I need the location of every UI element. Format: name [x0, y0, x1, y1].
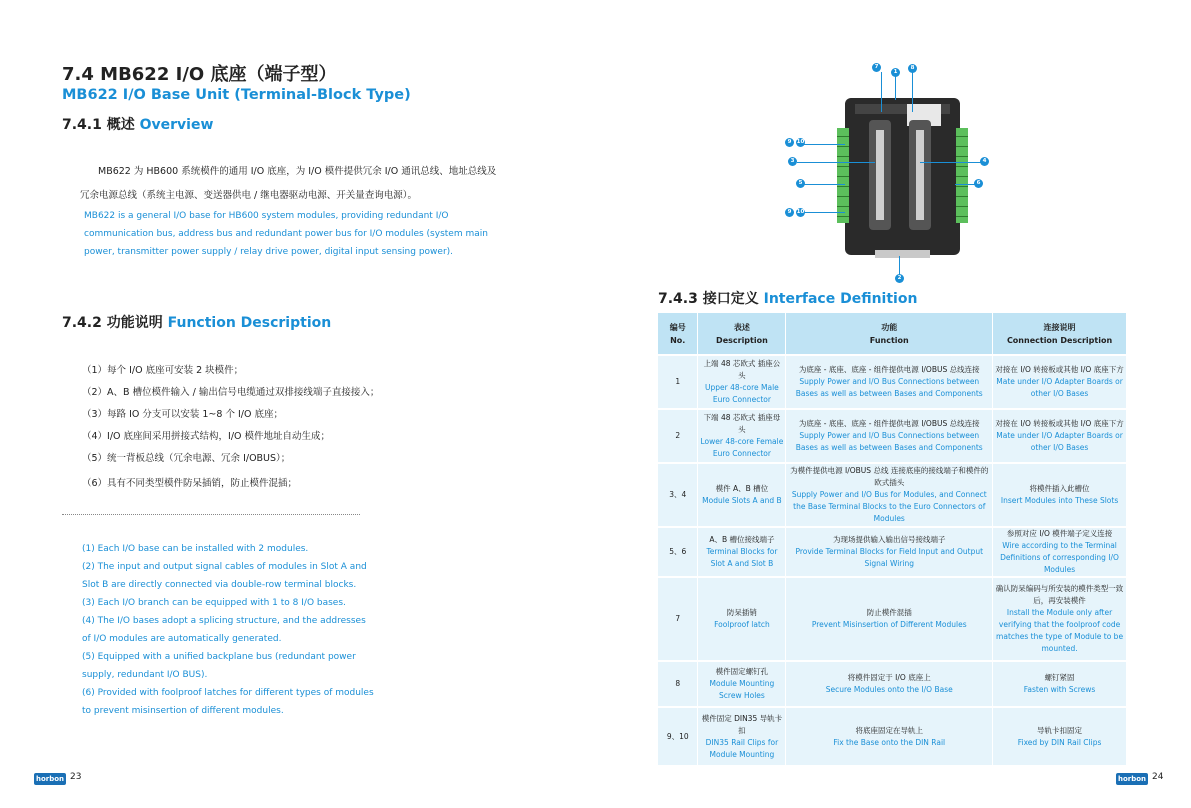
function-item-en: (5) Equipped with a unified backplane bus (redundant power [82, 652, 356, 662]
function-heading-en: Function Description [167, 315, 332, 331]
device-bottom-connector [875, 250, 930, 258]
interface-heading-en: Interface Definition [763, 291, 918, 307]
overview-en-line: communication bus, address bus and redundant power bus for I/O modules (system main [84, 229, 488, 239]
header-connection: 连接说明 Connection Description [993, 313, 1127, 355]
dotted-divider [62, 514, 360, 515]
overview-en-line: power, transmitter power supply / relay drive power, digital input sensing power). [84, 247, 454, 257]
function-item-en: (2) The input and output signal cables of modules in Slot A and [82, 562, 367, 572]
page-number: 23 [70, 772, 82, 782]
callout-9-bottom: 9 [785, 208, 794, 217]
terminal-block-a [837, 128, 849, 223]
overview-en-line: MB622 is a general I/O base for HB600 system modules, providing redundant I/O [84, 211, 449, 221]
function-item-en: (4) The I/O bases adopt a splicing structure, and the addresses [82, 616, 366, 626]
cell-no: 3、4 [658, 463, 698, 527]
cell-no: 1 [658, 355, 698, 409]
callout-8: 8 [908, 64, 917, 73]
function-item-en: (6) Provided with foolproof latches for different types of modules [82, 688, 374, 698]
cell-connection: 螺钉紧固 Fasten with Screws [993, 661, 1127, 707]
function-item-cn: （5）统一背板总线（冗余电源、冗余 I/OBUS）； [82, 453, 291, 464]
function-item-en: of I/O modules are automatically generated. [82, 634, 282, 644]
cell-connection: 确认防呆编码与所安装的模件类型一致后，再安装模件 Install the Module only after verifying that the foolproof code matches the type of Module to be mounted. [993, 577, 1127, 661]
cell-no: 7 [658, 577, 698, 661]
cell-function: 为底座 - 底座、底座 - 组件提供电源 I/OBUS 总线连接 Supply Power and I/O Bus Connections between Bases as well as between Bases and Components [786, 409, 993, 463]
function-item-cn: （2）A、B 槽位模件输入 / 输出信号电缆通过双排接线端子直接接入； [82, 387, 380, 398]
module-slot-b [909, 120, 931, 230]
table-header-row [658, 313, 1127, 355]
callout-7: 7 [872, 63, 881, 72]
table-row [658, 707, 1127, 765]
callout-6: 6 [974, 179, 983, 188]
cell-connection: 对接在 I/O 转接板或其他 I/O 底座下方 Mate under I/O Adapter Boards or other I/O Bases [993, 409, 1127, 463]
cell-description: 模件固定 DIN35 导轨卡扣 DIN35 Rail Clips for Module Mounting [698, 707, 786, 765]
cell-function: 防止模件混插 Prevent Misinsertion of Different Modules [786, 577, 993, 661]
function-item-en: (3) Each I/O branch can be equipped with 1 to 8 I/O bases. [82, 598, 346, 608]
interface-heading-cn: 7.4.3 接口定义 [658, 291, 759, 307]
header-function: 功能 Function [786, 313, 993, 355]
overview-heading-cn: 7.4.1 概述 [62, 117, 135, 133]
callout-1: 1 [891, 68, 900, 77]
cell-no: 9、10 [658, 707, 698, 765]
header-no: 编号 No. [658, 313, 698, 355]
terminal-block-b [956, 128, 968, 223]
function-heading-cn: 7.4.2 功能说明 [62, 315, 163, 331]
cell-description: A、B 槽位接线端子 Terminal Blocks for Slot A and Slot B [698, 527, 786, 577]
function-item-cn: （6）具有不同类型模件防呆插销，防止模件混插； [82, 478, 298, 489]
section-title-cn: 7.4 MB622 I/O 底座（端子型） [62, 64, 337, 85]
table-row [658, 355, 1127, 409]
horbon-logo-right: horbon [1117, 775, 1147, 783]
cell-function: 为模件提供电源 I/OBUS 总线 连接底座的接线端子和模件的欧式插头 Supply Power and I/O Bus for Modules, and Connect the Base Terminal Blocks to the Euro Connectors of Modules [786, 463, 993, 527]
page-number-right: 24 [1152, 772, 1164, 782]
function-item-en: supply, redundant I/O BUS). [82, 670, 208, 680]
callout-10-bottom: 10 [796, 209, 805, 215]
callout-5: 5 [796, 179, 805, 188]
table-row [658, 577, 1127, 661]
function-item-en: to prevent misinsertion of different modules. [82, 706, 284, 716]
function-heading [62, 312, 331, 332]
callout-10-top: 10 [796, 139, 805, 145]
cell-description: 上端 48 芯欧式 插座公头 Upper 48-core Male Euro Connector [698, 355, 786, 409]
module-slot-a [869, 120, 891, 230]
cell-connection: 参照对应 I/O 模件端子定义连接 Wire according to the Terminal Definitions of corresponding I/O Modules [993, 527, 1127, 577]
table-row [658, 661, 1127, 707]
table-row [658, 463, 1127, 527]
cell-connection: 将模件插入此槽位 Insert Modules into These Slots [993, 463, 1127, 527]
callout-4: 4 [980, 157, 989, 166]
function-item-en: Slot B are directly connected via double-row terminal blocks. [82, 580, 357, 590]
cell-no: 2 [658, 409, 698, 463]
section-title-en: MB622 I/O Base Unit (Terminal-Block Type) [62, 87, 411, 103]
overview-cn-line2: 冗余电源总线（系统主电源、变送器供电 / 继电器驱动电源、开关量查询电源）。 [80, 190, 417, 201]
cell-description: 模件 A、B 槽位 Module Slots A and B [698, 463, 786, 527]
cell-no: 8 [658, 661, 698, 707]
callout-3: 3 [788, 157, 797, 166]
horbon-logo: horbon [35, 775, 65, 783]
cell-connection: 导轨卡扣固定 Fixed by DIN Rail Clips [993, 707, 1127, 765]
header-description: 表述 Description [698, 313, 786, 355]
function-item-cn: （4）I/O 底座间采用拼接式结构，I/O 模件地址自动生成； [82, 431, 331, 442]
overview-heading-en: Overview [139, 117, 214, 133]
overview-cn-line1: MB622 为 HB600 系统模件的通用 I/O 底座，为 I/O 模件提供冗余 I/O 通讯总线、地址总线及 [98, 166, 497, 177]
function-item-cn: （1）每个 I/O 底座可安装 2 块模件； [82, 365, 244, 376]
cell-no: 5、6 [658, 527, 698, 577]
cell-description: 防呆插销 Foolproof latch [698, 577, 786, 661]
cell-connection: 对接在 I/O 转接板或其他 I/O 底座下方 Mate under I/O Adapter Boards or other I/O Bases [993, 355, 1127, 409]
overview-en [84, 207, 504, 261]
table-row [658, 409, 1127, 463]
cell-function: 将底座固定在导轨上 Fix the Base onto the DIN Rail [786, 707, 993, 765]
function-item-cn: （3）每路 IO 分支可以安装 1~8 个 I/O 底座； [82, 409, 283, 420]
interface-heading [658, 288, 917, 308]
cell-function: 为底座 - 底座、底座 - 组件提供电源 I/OBUS 总线连接 Supply Power and I/O Bus Connections between Bases as well as between Bases and Components [786, 355, 993, 409]
cell-function: 为现场提供输入输出信号接线端子 Provide Terminal Blocks for Field Input and Output Signal Wiring [786, 527, 993, 577]
overview-heading [62, 114, 213, 134]
function-item-en: (1) Each I/O base can be installed with 2 modules. [82, 544, 309, 554]
io-base-device-image [845, 98, 960, 255]
functions-en [82, 540, 382, 720]
callout-2: 2 [895, 274, 904, 283]
table-row [658, 527, 1127, 577]
left-page [0, 0, 595, 808]
cell-function: 将模件固定于 I/O 底座上 Secure Modules onto the I/O Base [786, 661, 993, 707]
cell-description: 下端 48 芯欧式 插座母头 Lower 48-core Female Euro Connector [698, 409, 786, 463]
interface-table [658, 313, 1127, 765]
callout-9-top: 9 [785, 138, 794, 147]
cell-description: 模件固定螺钉孔 Module Mounting Screw Holes [698, 661, 786, 707]
